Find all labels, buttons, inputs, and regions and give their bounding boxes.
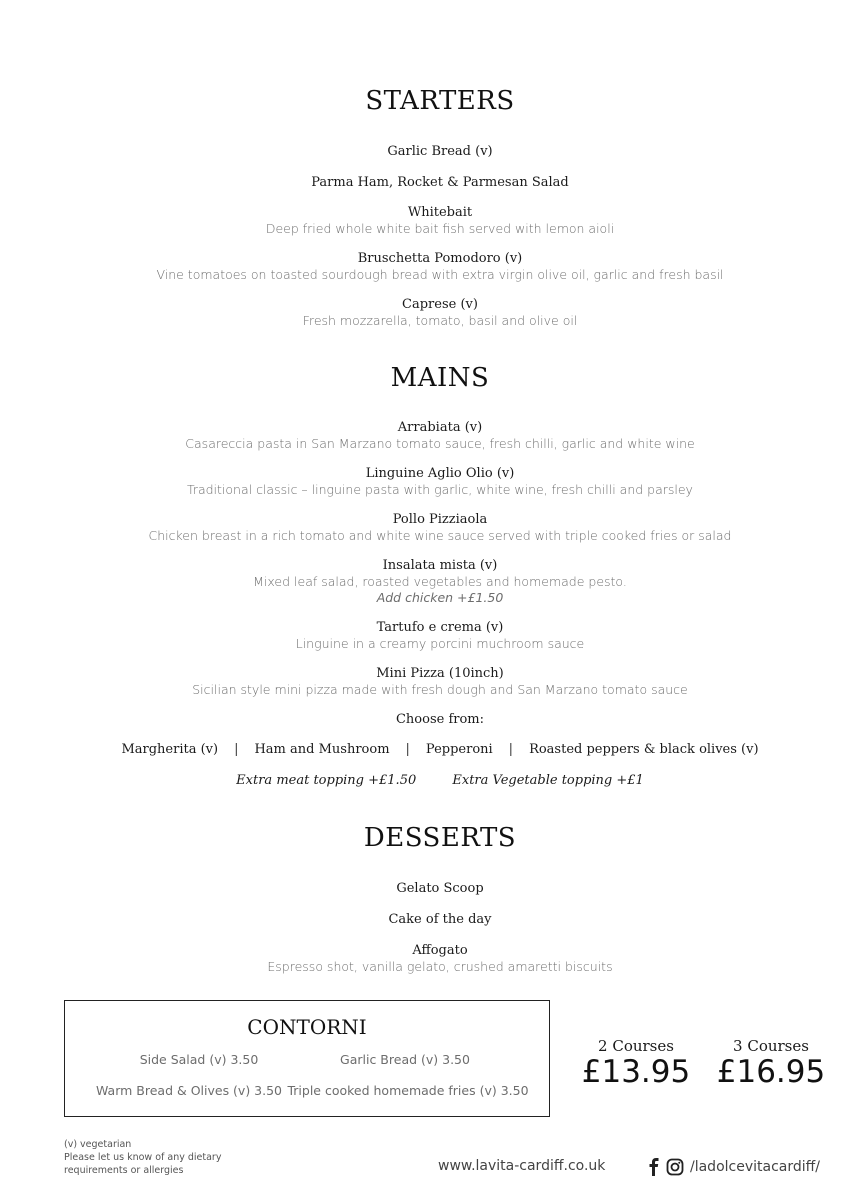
item-description: Mixed leaf salad, roasted vegetables and homemade pesto. — [253, 574, 627, 589]
pizza-option: Roasted peppers & black olives (v) — [529, 742, 759, 757]
pizza-option: Ham and Mushroom — [254, 742, 390, 757]
separator: | — [405, 742, 410, 757]
extra-meat-topping: Extra meat topping +£1.50 — [236, 773, 417, 788]
pizza-options — [0, 742, 856, 757]
item-name: Caprese (v) — [402, 297, 478, 312]
contorni-box — [64, 1000, 550, 1117]
separator: | — [234, 742, 239, 757]
extra-vegetable-topping: Extra Vegetable topping +£1 — [452, 773, 644, 788]
contorni-item: Side Salad (v) 3.50 — [139, 1052, 259, 1067]
item-description: Vine tomatoes on toasted sourdough bread with extra virgin olive oil, garlic and fresh basil — [156, 267, 724, 282]
menu-item — [0, 912, 856, 928]
contorni-item: Garlic Bread (v) 3.50 — [340, 1052, 470, 1067]
item-name: Arrabiata (v) — [397, 420, 483, 435]
menu-item — [0, 558, 856, 606]
menu-item — [0, 144, 856, 160]
allergy-note-line-2: requirements or allergies — [64, 1165, 184, 1176]
choose-from-label — [0, 712, 856, 728]
item-description: Linguine in a creamy porcini muchroom sauce — [295, 636, 585, 651]
menu-item — [0, 512, 856, 544]
item-name: Bruschetta Pomodoro (v) — [357, 251, 523, 266]
choose-label-text: Choose from: — [395, 712, 485, 727]
item-description: Fresh mozzarella, tomato, basil and olive oil — [302, 313, 578, 328]
item-name: Whitebait — [407, 205, 473, 220]
separator: | — [508, 742, 514, 757]
price-amount: £16.95 — [716, 1054, 826, 1090]
item-name: Tartufo e crema (v) — [376, 620, 504, 635]
menu-item — [0, 420, 856, 452]
price-label: 2 Courses — [598, 1037, 674, 1055]
item-name: Cake of the day — [388, 912, 492, 927]
menu-item — [0, 175, 856, 191]
price-label: 3 Courses — [733, 1037, 809, 1055]
vegetarian-legend: (v) vegetarian — [64, 1139, 132, 1150]
instagram-icon[interactable] — [666, 1158, 684, 1176]
item-name: Affogato — [412, 943, 468, 958]
mains-heading: MAINS — [390, 363, 490, 393]
desserts-heading: DESSERTS — [363, 823, 517, 853]
item-name: Pollo Pizziaola — [392, 512, 488, 527]
item-name: Garlic Bread (v) — [387, 144, 493, 159]
item-name: Gelato Scoop — [396, 881, 484, 896]
price-amount: £13.95 — [581, 1054, 691, 1090]
item-name: Mini Pizza (10inch) — [376, 666, 504, 681]
pizza-option: Margherita (v) — [121, 742, 219, 757]
facebook-icon[interactable] — [648, 1158, 660, 1176]
allergy-note-line-1: Please let us know of any dietary — [64, 1152, 222, 1163]
contorni-heading: CONTORNI — [247, 1015, 367, 1039]
item-name: Parma Ham, Rocket & Parmesan Salad — [311, 175, 569, 190]
pizza-extras — [0, 773, 856, 788]
item-name: Insalata mista (v) — [382, 558, 498, 573]
item-description: Traditional classic – linguine pasta with garlic, white wine, fresh chilli and parsley — [187, 482, 693, 497]
menu-item — [0, 620, 856, 652]
menu-item — [0, 466, 856, 498]
menu-item — [0, 297, 856, 329]
two-course-price — [578, 1037, 694, 1089]
starters-heading: STARTERS — [365, 86, 515, 116]
menu-item — [0, 205, 856, 237]
pizza-option: Pepperoni — [425, 742, 493, 757]
item-description: Deep fried whole white bait fish served with lemon aioli — [265, 221, 615, 236]
three-course-price — [713, 1037, 829, 1089]
menu-item — [0, 881, 856, 897]
item-description: Chicken breast in a rich tomato and white wine sauce served with triple cooked fries or salad — [148, 528, 732, 543]
dietary-footnote — [64, 1138, 221, 1177]
contorni-item: Warm Bread & Olives (v) 3.50 — [95, 1083, 283, 1098]
item-description: Casareccia pasta in San Marzano tomato sauce, fresh chilli, garlic and white wine — [185, 436, 695, 451]
social-handle[interactable]: /ladolcevitacardiff/ — [690, 1159, 821, 1175]
menu-item — [0, 251, 856, 283]
website-link[interactable]: www.lavita-cardiff.co.uk — [438, 1158, 606, 1174]
item-name: Linguine Aglio Olio (v) — [365, 466, 515, 481]
item-note: Add chicken +£1.50 — [376, 590, 504, 605]
contorni-item: Triple cooked homemade fries (v) 3.50 — [287, 1083, 529, 1098]
menu-item — [0, 943, 856, 975]
item-description: Sicilian style mini pizza made with fresh dough and San Marzano tomato sauce — [192, 682, 688, 697]
item-description: Espresso shot, vanilla gelato, crushed amaretti biscuits — [267, 959, 613, 974]
menu-item — [0, 666, 856, 698]
social-links — [648, 1158, 820, 1176]
